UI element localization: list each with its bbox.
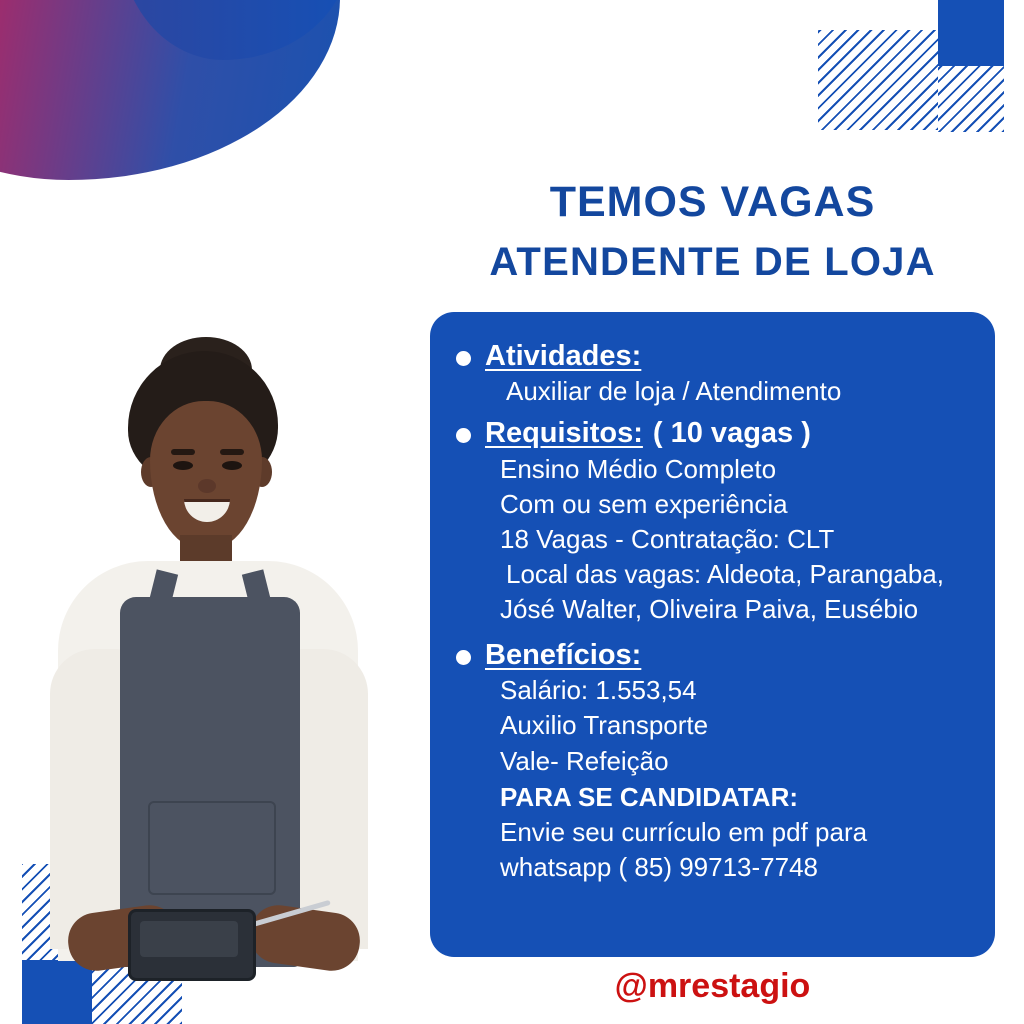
section-label-requisitos: Requisitos: bbox=[485, 417, 643, 450]
requisitos-line-4: Local das vagas: Aldeota, Parangaba, bbox=[506, 558, 944, 589]
top-right-square-icon bbox=[938, 0, 1004, 66]
beneficios-line-1: Salário: 1.553,54 bbox=[500, 675, 697, 706]
cta-whatsapp-number[interactable]: whatsapp ( 85) 99713-7748 bbox=[500, 852, 819, 883]
job-details-card bbox=[430, 312, 995, 957]
section-label-beneficios: Benefícios: bbox=[485, 639, 642, 672]
requisitos-line-5: Jósé Walter, Oliveira Paiva, Eusébio bbox=[500, 593, 919, 624]
attendant-photo bbox=[10, 349, 410, 969]
page-subtitle: ATENDENTE DE LOJA bbox=[489, 240, 936, 285]
beneficios-line-3: Vale- Refeição bbox=[500, 745, 669, 776]
section-header-requisitos bbox=[456, 415, 969, 451]
photo-eye-left bbox=[173, 461, 193, 470]
page-title: TEMOS VAGAS bbox=[549, 178, 876, 226]
section-header-beneficios bbox=[456, 637, 969, 673]
poster-headings bbox=[430, 178, 995, 286]
photo-apron-pocket bbox=[148, 801, 276, 895]
cta-line-1: Envie seu currículo em pdf para bbox=[500, 816, 868, 847]
cta-title: PARA SE CANDIDATAR: bbox=[500, 781, 799, 812]
photo-eye-right bbox=[222, 461, 242, 470]
bullet-icon bbox=[456, 351, 471, 366]
social-handle[interactable]: @mrestagio bbox=[614, 967, 811, 1005]
section-header-atividades bbox=[456, 338, 969, 374]
photo-nose bbox=[198, 479, 216, 493]
requisitos-line-2: Com ou sem experiência bbox=[500, 488, 788, 519]
top-right-hatch-pattern bbox=[818, 30, 938, 130]
photo-card-terminal-screen bbox=[140, 921, 238, 957]
photo-eyebrow-left bbox=[171, 449, 195, 455]
requisitos-line-3: 18 Vagas - Contratação: CLT bbox=[500, 523, 835, 554]
section-label-atividades: Atividades: bbox=[485, 340, 642, 372]
beneficios-line-2: Auxilio Transporte bbox=[500, 710, 709, 741]
bullet-icon bbox=[456, 650, 471, 665]
section-vacancies-count: ( 10 vagas ) bbox=[652, 417, 811, 450]
photo-face bbox=[150, 401, 262, 549]
requisitos-line-1: Ensino Médio Completo bbox=[500, 453, 777, 484]
bottom-left-square-icon bbox=[22, 960, 92, 1024]
photo-eyebrow-right bbox=[220, 449, 244, 455]
bullet-icon bbox=[456, 428, 471, 443]
top-right-hatch-pattern-secondary bbox=[938, 66, 1004, 132]
atividades-line-1: Auxiliar de loja / Atendimento bbox=[506, 376, 842, 407]
